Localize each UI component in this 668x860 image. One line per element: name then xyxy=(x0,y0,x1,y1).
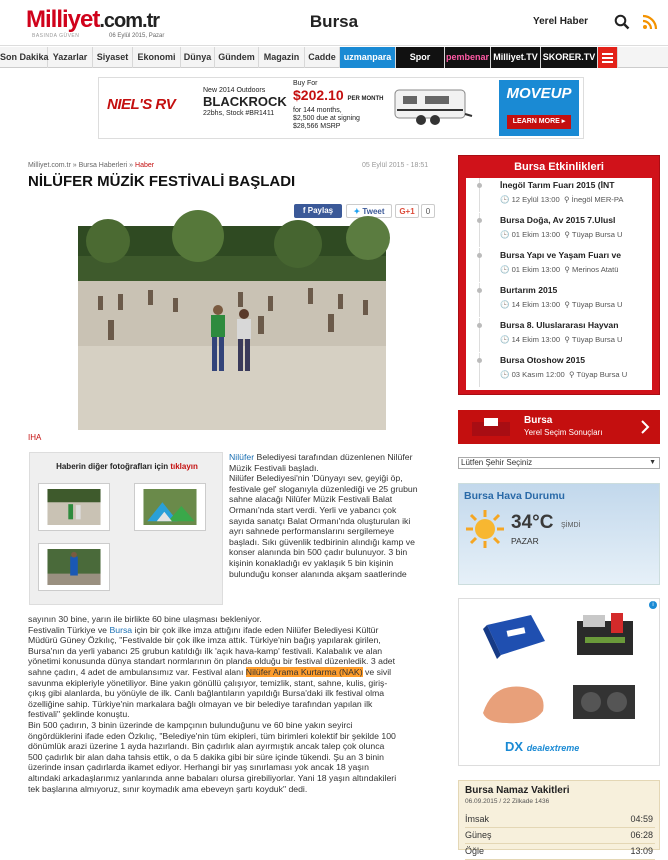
breadcrumb-home[interactable]: Milliyet.com.tr xyxy=(28,162,71,169)
nav-ekonomi[interactable]: Ekonomi xyxy=(133,47,181,68)
rss-icon[interactable] xyxy=(642,14,658,30)
weather-widget xyxy=(458,483,660,585)
p2-line: Müdürü Güney Özkılıç, "Festivalde bir çok ilke imza attık. Türkiye'nin bağış yapılarak girilen, xyxy=(28,635,381,646)
ad-moveup[interactable] xyxy=(499,80,579,136)
p1-line: sayının 30 bine, yarın ile birlikte 60 bine ulaşması bekleniyor. xyxy=(28,614,262,624)
facebook-share-label: Paylaş xyxy=(307,206,334,215)
ad-buy-for: Buy For xyxy=(293,80,318,87)
ad-brand: NIEL'S RV xyxy=(107,96,176,113)
facebook-share-button[interactable] xyxy=(294,204,342,218)
article-source: IHA xyxy=(28,433,42,442)
ad-model-line: New 2014 Outdoors xyxy=(203,87,266,94)
weather-temp: 34°C xyxy=(511,512,554,533)
election-results-banner[interactable] xyxy=(458,410,660,444)
p1-line: başladı. Sıkı güvenlik tedbirinin alındığı kamp ve xyxy=(229,536,415,547)
event-title: İnegöl Tarım Fuarı 2015 (İNT xyxy=(500,180,615,190)
gallery-title xyxy=(30,462,224,471)
event-meta: 🕒 01 Ekim 13:00 ⚲ Merinos Atatü xyxy=(500,265,619,274)
event-meta: 🕒 01 Ekim 13:00 ⚲ Tüyap Bursa U xyxy=(500,230,623,239)
events-widget xyxy=(458,155,660,395)
nav-yazarlar[interactable]: Yazarlar xyxy=(48,47,93,68)
article-hero-image[interactable] xyxy=(78,226,386,430)
p1-line: bulunduğu konser alanında akşam saatlerinde xyxy=(229,568,407,579)
p3-line: üzerinde insan çadırlarda ikamet ediyor. Herhangi bir yaş sınırlaması yok ancak 18 yaşın xyxy=(28,762,369,773)
p1-line: Ormanı'nda start verdi. Yerli ve yabancı çok xyxy=(229,504,397,515)
event-item[interactable] xyxy=(466,318,652,352)
site-logo[interactable] xyxy=(26,6,165,39)
side-ad[interactable] xyxy=(458,598,660,766)
p1-line: sayıda sanatçı Balat Ormanı'nda oluşturulan iki xyxy=(229,515,411,526)
p3-line: altındaki arkadaşlarımız yanlarında anne babaları olursa girebiliyorlar. Yani 18 yaşın altındakileri xyxy=(28,772,397,783)
p2-line: savunma ekipleriyle yönetiliyor. Bine yakın gönüllü çalışıyor, temizlik, stant, sahne, kulis, giriş- xyxy=(28,677,388,688)
ad-product-amp-image xyxy=(563,673,645,729)
breadcrumb-current: Haber xyxy=(135,162,155,169)
event-meta: 🕒 14 Ekim 13:00 ⚲ Tüyap Bursa U xyxy=(500,335,623,344)
p3-line: Bin 500 çadırın, 3 binin üzerinde de kampçının bulunduğunu ve 60 bine yakın seyirci xyxy=(28,719,353,730)
prayer-title: Bursa Namaz Vakitleri xyxy=(465,785,570,796)
facebook-icon: f xyxy=(302,206,306,215)
sun-icon xyxy=(464,508,506,550)
events-list xyxy=(466,178,652,390)
chevron-right-icon xyxy=(640,420,650,434)
ad-terms-2: $2,500 due at signing xyxy=(293,115,360,122)
ad-learn-more-button[interactable]: LEARN MORE ▸ xyxy=(507,115,571,129)
breadcrumb: Milliyet.com.tr » Bursa Haberleri » Haber xyxy=(28,162,155,169)
p3-line: 500 çadırlık bir alan daha tahsis ettik, o da 5 dakika gibi bir süre içinde tükendi. Şu an 3 binin xyxy=(28,751,384,762)
gplus-count: 0 xyxy=(421,204,435,218)
local-news-link[interactable]: Yerel Haber xyxy=(533,16,589,27)
p2-text: Festivalin Türkiye ve xyxy=(28,624,110,635)
events-title: Bursa Etkinlikleri xyxy=(514,161,604,173)
event-meta: 🕒 12 Eylül 13:00 ⚲ İnegöl MER-PA xyxy=(500,195,624,204)
nav-magazin[interactable]: Magazin xyxy=(259,47,305,68)
nav-skorer-tv[interactable]: SKORER.TV xyxy=(541,47,598,68)
p3-line: öngördüklerini ifade eden Özkılıç, "Belediye'nin tüm ekipleri, tüm birimleri kolektif bir şekilde 100 xyxy=(28,730,396,741)
nav-pembenar[interactable]: pembenar xyxy=(445,47,491,68)
event-title: Bursa 8. Uluslararası Hayvan xyxy=(500,320,619,330)
event-meta: 🕒 14 Ekim 13:00 ⚲ Tüyap Bursa U xyxy=(500,300,623,309)
ad-terms-1: for 144 months, xyxy=(293,107,342,114)
twitter-share-button[interactable] xyxy=(346,204,392,218)
nav-dunya[interactable]: Dünya xyxy=(181,47,215,68)
logo-tld: .com.tr xyxy=(99,10,160,32)
menu-icon[interactable] xyxy=(598,47,618,68)
event-title: Bursa Otoshow 2015 xyxy=(500,355,586,365)
nav-siyaset[interactable]: Siyaset xyxy=(93,47,133,68)
p1-line: Belediyesi tarafından düzenlenen Nilüfer xyxy=(254,452,413,462)
article-date: 05 Eylül 2015 - 18:51 xyxy=(362,162,429,169)
ad-per-month: PER MONTH xyxy=(347,96,384,102)
p2-text: ve sivil xyxy=(362,666,392,677)
event-item[interactable] xyxy=(466,248,652,282)
event-item[interactable] xyxy=(466,178,652,212)
p1-line: festivale gel' sloganıyla düzenlediği ve 25 grubun xyxy=(229,483,418,494)
prayer-row: Güneş 06:28 xyxy=(465,830,655,844)
ad-product-insole-image xyxy=(473,673,555,729)
main-nav xyxy=(0,47,668,68)
p1-line: Müzik Festivali başladı. xyxy=(229,462,319,473)
p1-line: Nilüfer Belediyesi'nin 'Dünyayı sev, geyiği öp, xyxy=(229,473,403,484)
nav-cadde[interactable]: Cadde xyxy=(305,47,340,68)
event-item[interactable] xyxy=(466,213,652,247)
weather-title: Bursa Hava Durumu xyxy=(464,490,565,502)
event-title: Bursa Doğa, Av 2015 7.Ulusl xyxy=(500,215,616,225)
election-title: Bursa xyxy=(524,415,553,426)
p2-line: festivali" şeklinde konuştu. xyxy=(28,709,130,720)
logo-text: Milliyet xyxy=(26,6,100,33)
p2-line: çıkış gibi alanlarda, bu yönüyle de ilk. Canlı bağlantıların yapıldığı Bursa'daki ilk festival olma xyxy=(28,688,385,699)
prayer-row: Öğle 13:09 xyxy=(465,846,655,860)
gallery-thumb-1[interactable] xyxy=(38,483,110,531)
ad-moveup-text: MOVEUP xyxy=(506,85,572,102)
logo-tagline: BASINDA GÜVEN xyxy=(32,33,80,39)
weather-now-label: ŞİMDİ xyxy=(561,522,581,529)
event-title: Burtarım 2015 xyxy=(500,285,558,295)
p1-line: ayrı sahnede performanslarını sergilemeye xyxy=(229,526,395,537)
prayer-times-widget xyxy=(458,780,660,856)
ballot-icon xyxy=(468,416,514,438)
city-title: Bursa xyxy=(309,12,359,31)
p3-line: dönümlük arazi üzerine 1 ayda hazırlandı. Bin çadırlık alan ayırmıştık ancak talep çok olunca xyxy=(28,741,385,752)
top-ad-banner[interactable] xyxy=(98,77,584,139)
p1-line: konser alanında bin 500 çadır bulunuyor. 3 bin xyxy=(229,547,408,558)
photo-gallery-box xyxy=(29,452,223,605)
article-title: NİLÜFER MÜZİK FESTİVALİ BAŞLADI xyxy=(28,173,296,190)
p2-line: yönetimi konusunda dünya standart normlarının ön planda olduğu bir festival düzenledik. 3 adet xyxy=(28,656,396,667)
p3-line: tek başlarına almıyoruz, sınır koymadık ama ebeveyn şartı koyduk" dedi. xyxy=(28,783,308,794)
twitter-icon: ✦ xyxy=(353,207,361,216)
p1-line: sahne alacağı Nilüfer Müzik Festivali Balat xyxy=(229,494,393,505)
nav-spor[interactable]: Spor xyxy=(396,47,445,68)
article-paragraph-2 xyxy=(28,614,456,794)
ad-dx-logo: DX dealextreme xyxy=(505,739,580,754)
p2-line: özelliğine sahip. Türkiye'nin markalara bağlı olmayan ve bir belediye tarafından yapılan ilk xyxy=(28,698,373,709)
header-date: 06 Eylül 2015, Pazar xyxy=(109,33,165,39)
ad-product-obd-image xyxy=(473,607,555,663)
gallery-thumb-2[interactable] xyxy=(134,483,206,531)
event-meta: 🕒 03 Kasım 12:00 ⚲ Tüyap Bursa U xyxy=(500,370,628,379)
ad-price: $202.10 xyxy=(293,87,344,103)
p2-text: sahne çadırı, 4 adet de ambulansımız var. Festival alanı xyxy=(28,666,246,677)
article-paragraph-1 xyxy=(229,452,455,579)
prayer-row: İmsak 04:59 xyxy=(465,814,655,828)
link-bursa[interactable]: Bursa xyxy=(109,624,133,635)
gallery-title-text: Haberin diğer fotoğrafları için xyxy=(56,462,169,471)
link-nilufer[interactable]: Nilüfer xyxy=(229,452,255,462)
highlighted-term: Nilüfer Arama Kurtarma (NAK) xyxy=(245,666,363,677)
search-icon[interactable] xyxy=(614,14,630,30)
gallery-thumb-3[interactable] xyxy=(38,543,110,591)
city-select[interactable] xyxy=(458,457,660,469)
event-item[interactable] xyxy=(466,353,652,387)
weather-day: PAZAR xyxy=(511,536,539,546)
election-subtitle: Yerel Seçim Sonuçları xyxy=(524,428,603,437)
p2-text: için bir çok ilke imza attığını ifade eden Nilüfer Belediyesi Kültür xyxy=(132,624,379,635)
ad-model xyxy=(203,86,287,118)
nav-gundem[interactable]: Gündem xyxy=(215,47,259,68)
nav-uzmanpara[interactable]: uzmanpara xyxy=(340,47,396,68)
site-header xyxy=(0,0,668,46)
p2-line: Bursa'nın da yerli yabancı 25 grubun katıldığı ilk 'açık hava-kamp' festivali. Kalabalık ve alan xyxy=(28,645,383,656)
twitter-share-label: Tweet xyxy=(362,207,385,216)
ad-info-icon[interactable]: i xyxy=(649,601,657,609)
city-select-value: Lütfen Şehir Seçiniz xyxy=(461,458,533,467)
ad-model-specs: 22bhs, Stock #BR1411 xyxy=(203,110,275,117)
ad-price-block xyxy=(293,80,384,131)
breadcrumb-city[interactable]: Bursa Haberleri xyxy=(78,162,128,169)
event-item[interactable] xyxy=(466,283,652,317)
ad-terms-3: $28,566 MSRP xyxy=(293,123,341,130)
p1-line: kişinin konakladığı ev yaklaşık 5 bin kişinin xyxy=(229,557,394,568)
gplus-button[interactable]: G+1 xyxy=(395,204,419,218)
nav-milliyet-tv[interactable]: Milliyet.TV xyxy=(491,47,541,68)
ad-product-board-image xyxy=(563,607,645,663)
gallery-link[interactable]: tıklayın xyxy=(170,462,198,471)
dropdown-arrow-icon: ▼ xyxy=(649,459,656,466)
event-title: Bursa Yapı ve Yaşam Fuarı ve xyxy=(500,250,622,260)
ad-model-name: BLACKROCK xyxy=(203,94,287,109)
prayer-date: 06.09.2015 / 22 Zilkade 1436 xyxy=(465,798,550,805)
nav-son-dakika[interactable]: Son Dakika xyxy=(0,47,48,68)
trailer-image xyxy=(391,84,473,128)
